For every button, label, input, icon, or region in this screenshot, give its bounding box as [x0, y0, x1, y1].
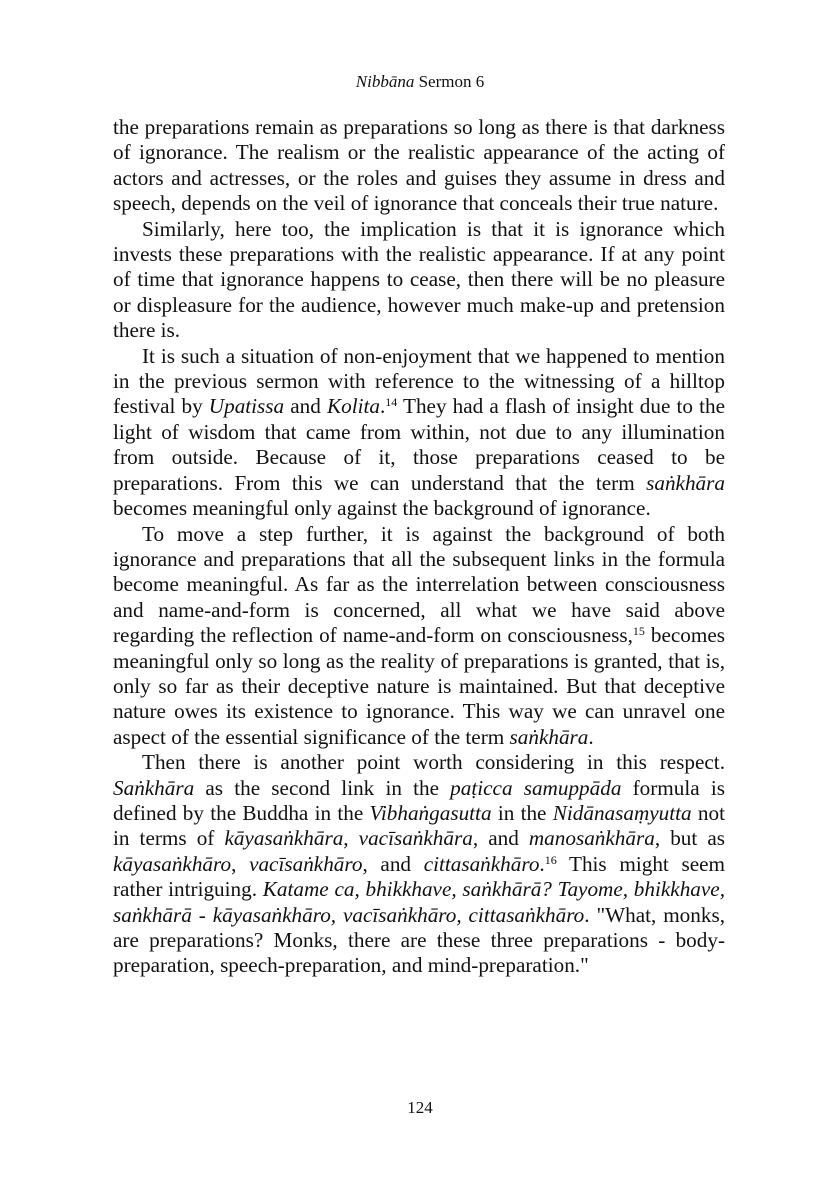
text-run: the preparations remain as preparations so long as there is that darkness of ignorance. The realism or the realistic appearance of the acting of actors and actresses, or the roles and guises they assume in dress and speech, depends on the veil of ignorance that conceals their true nature. — [113, 115, 725, 216]
text-run: . — [379, 394, 386, 419]
text-run: , — [343, 826, 359, 851]
page-number: 124 — [407, 1098, 433, 1117]
paragraph — [113, 344, 725, 522]
italic-term: manosaṅkhāra — [528, 826, 655, 851]
paragraph — [113, 522, 725, 751]
text-run: . "What, monks, are preparations? Monks, there are these three preparations - body-preparation, speech-preparation, and mind-preparation." — [113, 902, 726, 978]
text-run: . — [588, 724, 594, 749]
text-run: not in terms of — [113, 800, 725, 851]
text-run: becomes meaningful only so long as the reality of preparations is granted, that is, only so far as their deceptive nature is maintained. But that deceptive nature owes its existence to ignorance. This way we can unravel one aspect of the essential significance of the term — [113, 623, 725, 749]
text-run: , and — [472, 826, 529, 851]
italic-term: vacīsaṅkhāra — [358, 826, 473, 851]
text-run: as the second link in the — [194, 775, 451, 800]
italic-term: Vibhaṅgasutta — [369, 800, 492, 825]
text-run: and — [284, 394, 327, 419]
italic-term: saṅkhāra — [509, 724, 589, 749]
running-head-book-title: Nibbāna — [355, 72, 415, 91]
paragraph — [113, 750, 725, 979]
text-run: , and — [362, 851, 424, 876]
text-run: , but as — [654, 826, 726, 851]
italic-term: vacīsaṅkhāro — [249, 851, 363, 876]
body-text — [113, 115, 725, 979]
italic-term: Saṅkhāra — [113, 775, 195, 800]
italic-term: Nidānasaṃyutta — [552, 800, 692, 825]
footnote-ref: 15 — [632, 624, 645, 639]
text-run: Similarly, here too, the implication is that it is ignorance which invests these preparations with the realistic appearance. If at any point of time that ignorance happens to cease, then there will be no pleasure or displeasure for the audience, however much make-up and pretension there is. — [113, 216, 725, 343]
text-run: This might seem rather intriguing. — [113, 851, 726, 902]
italic-term: kāyasaṅkhāro — [113, 851, 232, 876]
text-run: becomes meaningful only against the background of ignorance. — [113, 496, 651, 521]
text-run: . — [539, 851, 545, 876]
footnote-ref: 14 — [385, 395, 398, 410]
italic-term: saṅkhāra — [646, 470, 725, 495]
paragraph — [113, 217, 725, 344]
text-run: , — [231, 851, 250, 876]
text-run: formula is defined by the Buddha in the — [113, 775, 725, 825]
paragraph — [113, 115, 725, 217]
text-run: To move a step further, it is against the background of both ignorance and preparations that all the subsequent links in the formula become meaningful. As far as the interrelation between consciousness and name-and-form is concerned, all what we have said above regarding the reflection of name-and-form on consciousness, — [113, 521, 725, 648]
text-run: They had a flash of insight due to the light of wisdom that came from within, not due to any illumination from outside. Because of it, those preparations ceased to be preparations. From this we can understand that the term — [113, 394, 725, 495]
footnote-ref: 16 — [544, 852, 557, 867]
running-head — [0, 72, 840, 92]
italic-term: kāyasaṅkhāra — [224, 826, 344, 851]
italic-term: cittasaṅkhāro — [423, 851, 540, 876]
text-run: It is such a situation of non-enjoyment that we happened to mention in the previous sermon with reference to the witnessing of a hilltop festival by — [113, 343, 725, 419]
text-run: Then there is another point worth considering in this respect. — [142, 750, 725, 775]
italic-term: Upatissa — [208, 394, 285, 419]
running-head-sermon: Sermon 6 — [414, 72, 485, 91]
italic-term: Katame ca, bhikkhave, saṅkhārā? Tayome, bhikkhave, saṅkhārā - kāyasaṅkhāro, vacīsaṅkhāro, cittasaṅkhāro — [113, 877, 725, 927]
italic-term: paṭicca samuppāda — [450, 775, 622, 800]
italic-term: Kolita — [327, 394, 380, 419]
text-run: in the — [491, 800, 553, 825]
